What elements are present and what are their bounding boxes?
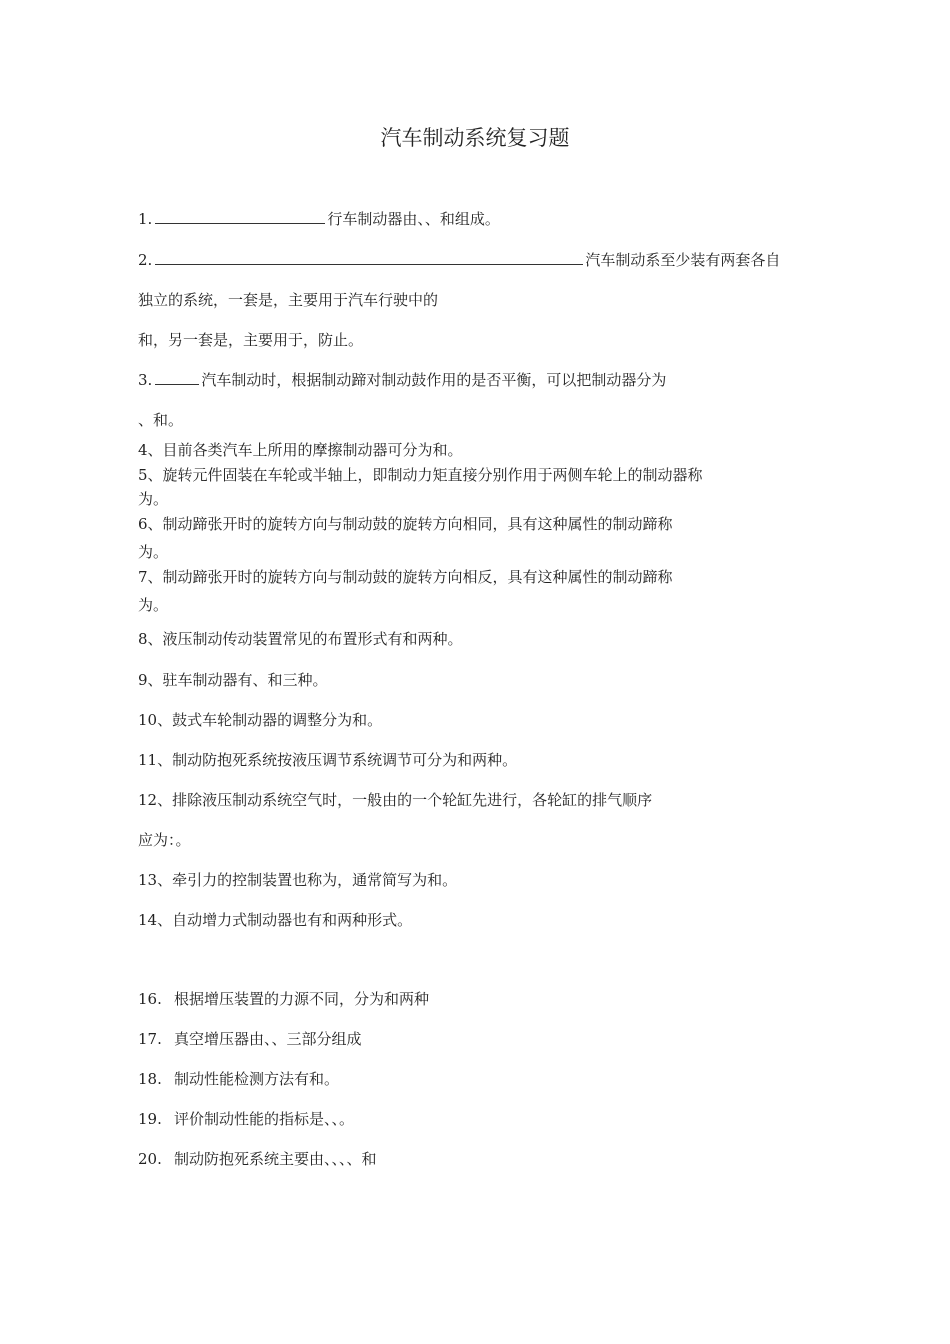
question-text: 行车制动器由、、和组成。 [327,210,500,228]
page-title: 汽车制动系统复习题 [380,126,570,150]
question-number: 11、 [138,751,173,769]
question-16 [138,988,838,1010]
question-3-continuation: 、和。 [138,411,184,429]
question-number: 19. [138,1110,162,1128]
question-1 [138,208,838,230]
question-3 [138,369,838,391]
question-number: 9、 [138,671,163,689]
question-number: 20. [138,1150,162,1168]
question-number: 2. [138,251,153,269]
question-17 [138,1028,838,1050]
answer-blank [155,249,583,265]
question-number: 6、 [138,515,163,533]
question-number: 8、 [138,630,163,648]
question-text: 旋转元件固装在车轮或半轴上，即制动力矩直接分别作用于两侧车轮上的制动器称 [162,466,703,484]
question-number: 18. [138,1070,162,1088]
question-number: 4、 [138,441,163,459]
question-14 [138,909,838,931]
question-text: 制动防抱死系统按液压调节系统调节可分为和两种。 [172,751,518,769]
question-text: 制动防抱死系统主要由、、、、和 [174,1150,377,1168]
question-text: 自动增力式制动器也有和两种形式。 [172,911,413,929]
question-2 [138,249,838,271]
question-text: 制动性能检测方法有和。 [174,1070,340,1088]
question-number: 14、 [138,911,173,929]
question-5 [138,464,838,486]
question-text: 评价制动性能的指标是、、。 [174,1110,355,1128]
question-number: 10、 [138,711,173,729]
question-number: 1. [138,210,153,228]
question-text: 排除液压制动系统空气时，一般由的一个轮缸先进行，各轮缸的排气顺序 [172,791,653,809]
question-10 [138,709,838,731]
question-text: 根据增压装置的力源不同，分为和两种 [174,990,430,1008]
question-12-continuation: 应为：。 [138,831,191,849]
question-text: 鼓式车轮制动器的调整分为和。 [172,711,383,729]
question-number: 5、 [138,466,163,484]
question-number: 13、 [138,871,173,889]
question-text: 汽车制动时，根据制动蹄对制动鼓作用的是否平衡，可以把制动器分为 [201,371,667,389]
question-19 [138,1108,838,1130]
question-12 [138,789,838,811]
question-7-continuation: 为。 [138,596,169,614]
question-11 [138,749,838,771]
question-text: 制动蹄张开时的旋转方向与制动鼓的旋转方向相同，具有这种属性的制动蹄称 [162,515,673,533]
question-18 [138,1068,838,1090]
question-6 [138,513,838,535]
question-4 [138,439,838,461]
question-text: 牵引力的控制装置也称为，通常简写为和。 [172,871,458,889]
question-number: 3. [138,371,153,389]
question-number: 16. [138,990,162,1008]
question-7 [138,566,838,588]
question-5-continuation: 为。 [138,490,169,508]
answer-blank [155,208,325,224]
question-number: 17. [138,1030,162,1048]
question-text: 汽车制动系至少装有两套各自 [585,251,781,269]
answer-blank [155,369,199,385]
question-text: 制动蹄张开时的旋转方向与制动鼓的旋转方向相反，具有这种属性的制动蹄称 [162,568,673,586]
question-number: 7、 [138,568,163,586]
question-text: 驻车制动器有、和三种。 [162,671,328,689]
question-text: 真空增压器由、、三部分组成 [174,1030,362,1048]
question-text: 目前各类汽车上所用的摩擦制动器可分为和。 [162,441,463,459]
question-2-continuation: 和，另一套是，主要用于，防止。 [138,331,364,349]
question-13 [138,869,838,891]
question-6-continuation: 为。 [138,543,169,561]
question-2-continuation: 独立的系统，一套是，主要用于汽车行驶中的 [138,291,439,309]
question-8 [138,628,838,650]
question-20 [138,1148,838,1170]
question-text: 液压制动传动装置常见的布置形式有和两种。 [162,630,463,648]
question-9 [138,669,838,691]
question-number: 12、 [138,791,173,809]
